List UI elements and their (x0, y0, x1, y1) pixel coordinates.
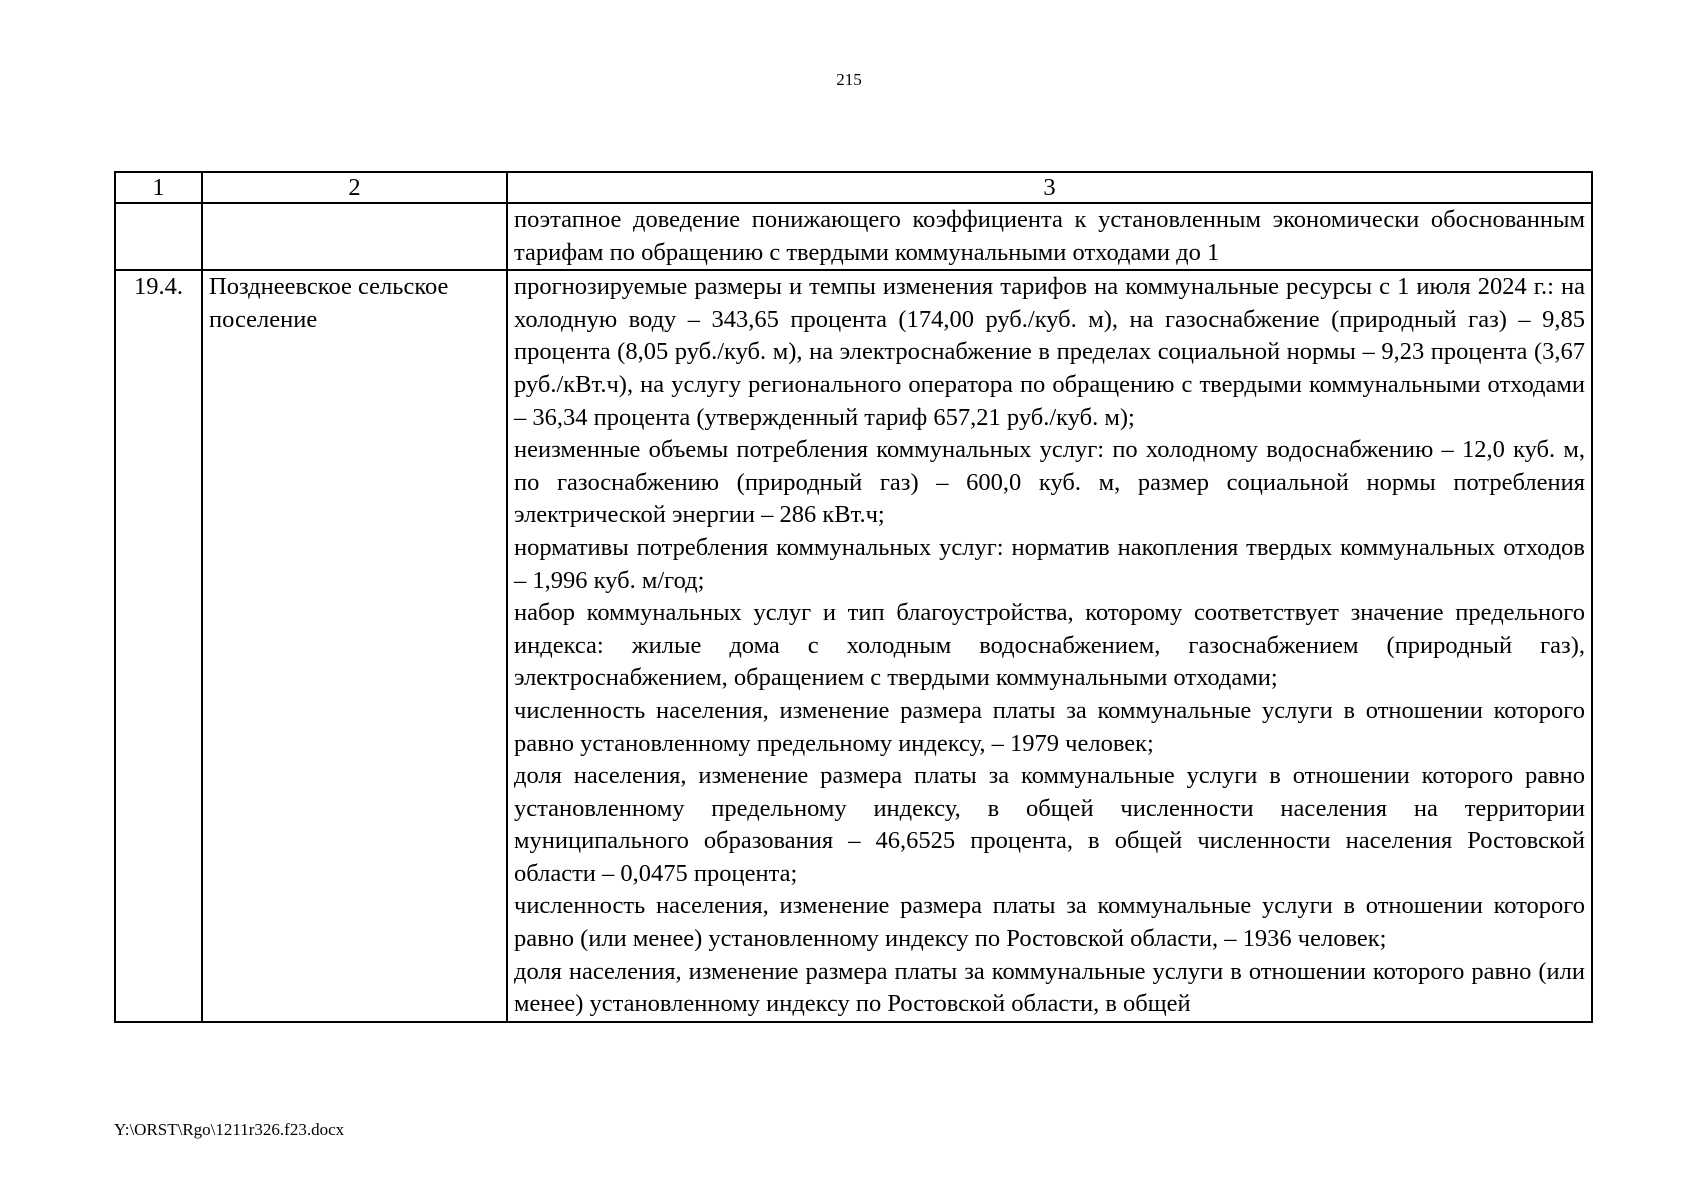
paragraph: набор коммунальных услуг и тип благоустройства, которому соответствует значение предельного индекса: жилые дома с холодным водоснабжением, газоснабжением (природный газ), электроснабжением, обращением с твердыми коммунальными отходами; (514, 599, 1585, 692)
paragraph: численность населения, изменение размера платы за коммунальные услуги в отношении которого равно (или менее) установленному индексу по Ростовской области, – 1936 человек; (514, 892, 1585, 953)
table-row (115, 203, 1592, 270)
paragraph: нормативы потребления коммунальных услуг: норматив накопления твердых коммунальных отходов – 1,996 куб. м/год; (514, 533, 1585, 594)
row-text-cell (507, 203, 1592, 270)
row-text-cell (507, 270, 1592, 1022)
paragraph: поэтапное доведение понижающего коэффициента к установленным экономически обоснованным тарифам по обращению с твердыми коммунальными отходами до 1 (514, 206, 1585, 266)
paragraph: доля населения, изменение размера платы за коммунальные услуги в отношении которого равно (или менее) установленному индексу по Ростовской области, в общей (514, 957, 1585, 1018)
row-name-cell: Позднеевское сельское поселение (202, 270, 507, 1022)
header-cell-3: 3 (507, 172, 1592, 203)
paragraph: прогнозируемые размеры и темпы изменения тарифов на коммунальные ресурсы с 1 июля 2024 г.: на холодную воду – 343,65 процента (174,00 руб./куб. м), на газоснабжение (природный газ) – 9,85 процента (8,05 руб./куб. м), на электроснабжение в пределах социальной нормы – 9,23 процента (3,67 руб./кВт.ч), на услугу регионального оператора по обращению с твердыми коммунальными отходами – 36,34 процента (утвержденный тариф 657,21 руб./куб. м); (514, 273, 1585, 431)
footer-file-path: Y:\ORST\Rgo\1211r326.f23.docx (114, 1120, 345, 1139)
header-cell-1: 1 (115, 172, 202, 203)
header-cell-2: 2 (202, 172, 507, 203)
tariff-table (114, 171, 1593, 1023)
paragraph: доля населения, изменение размера платы за коммунальные услуги в отношении которого равно установленному предельному индексу, в общей численности населения на территории муниципального образования – 46,6525 процента, в общей численности населения Ростовской области – 0,0475 процента; (514, 762, 1585, 887)
row-number-cell: 19.4. (115, 270, 202, 1022)
row-number-cell (115, 203, 202, 270)
table-row (115, 270, 1592, 1022)
paragraph: численность населения, изменение размера платы за коммунальные услуги в отношении которого равно установленному предельному индексу, – 1979 человек; (514, 696, 1585, 757)
row-name-cell (202, 203, 507, 270)
page-number: 215 (836, 70, 862, 89)
table-header-row (115, 172, 1592, 203)
paragraph: неизменные объемы потребления коммунальных услуг: по холодному водоснабжению – 12,0 куб. м, по газоснабжению (природный газ) – 600,0 куб. м, размер социальной нормы потребления электрической энергии – 286 кВт.ч; (514, 436, 1585, 529)
